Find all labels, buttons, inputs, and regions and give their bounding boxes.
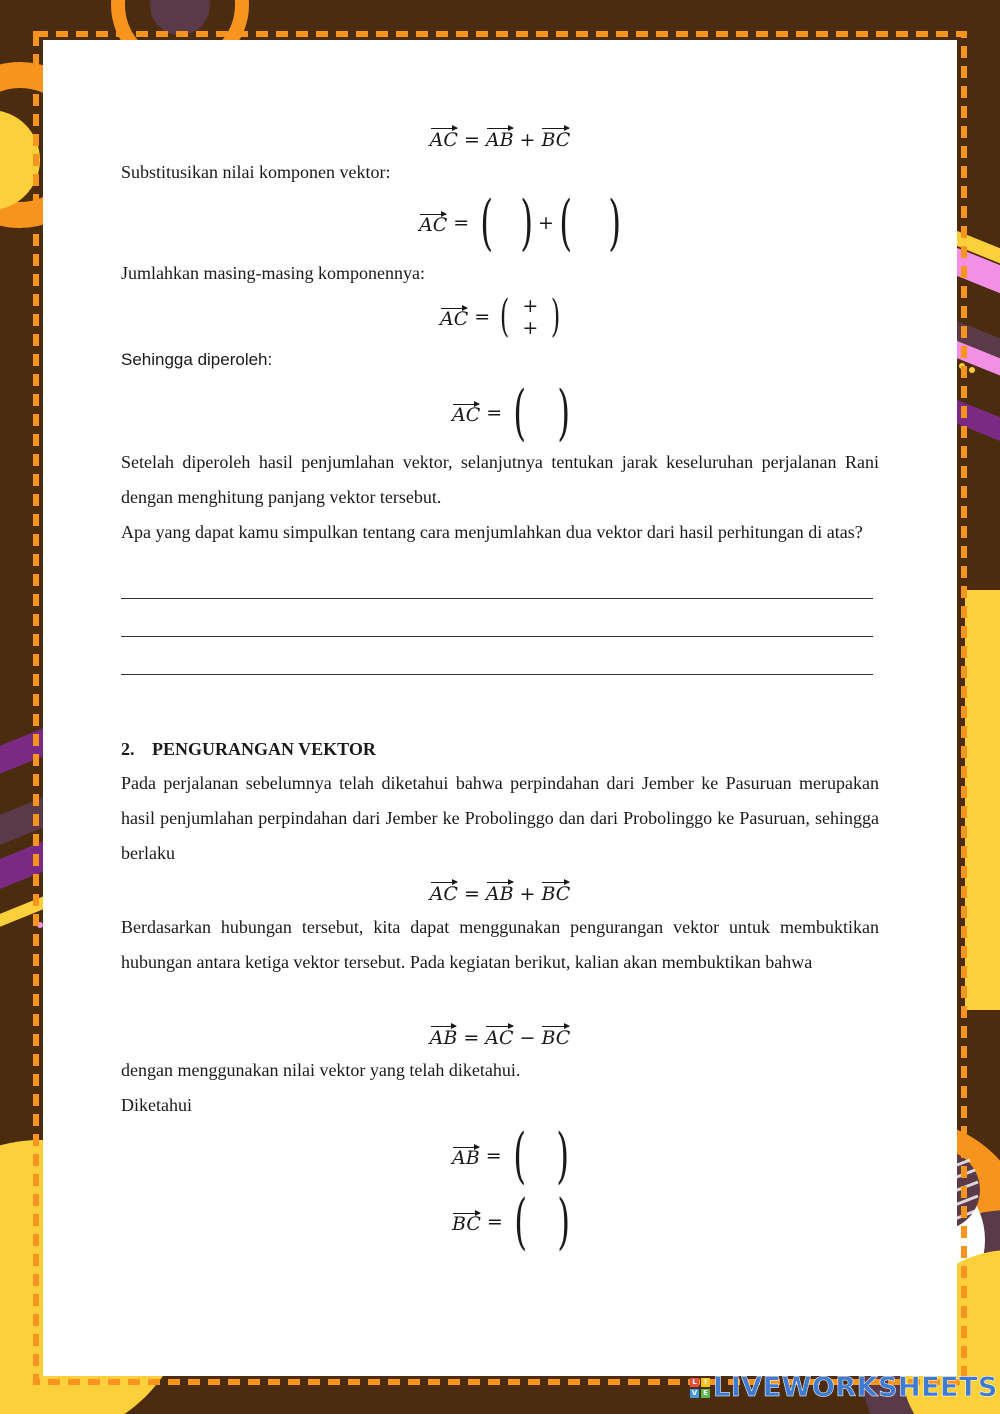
- plus-bottom: +: [522, 317, 539, 339]
- text-diketahui: Diketahui: [121, 1095, 192, 1115]
- logo-text: LIVEWORKSHEETS: [713, 1372, 998, 1403]
- equation-ac-components: AC = ( + + ): [440, 291, 561, 342]
- text-dengan: dengan menggunakan nilai vektor yang telah diketahui.: [121, 1060, 521, 1080]
- equation-ac-sum: AC = AB + BC: [300, 124, 700, 152]
- answer-line-1[interactable]: [121, 598, 873, 599]
- text-jumlahkan: Jumlahkan masing-masing komponennya:: [121, 263, 425, 283]
- logo-blocks-icon: L I V E: [690, 1378, 710, 1398]
- equation-ac-result: AC = ( ): [452, 378, 570, 448]
- paragraph-setelah: Setelah diperoleh hasil penjumlahan vektor, selanjutnya tentukan jarak keseluruhan perjalanan Rani dengan menghitung panjang vektor tersebut.: [121, 452, 879, 507]
- equation-ab-given: AB = ( ): [452, 1121, 570, 1191]
- text-substitusi: Substitusikan nilai komponen vektor:: [121, 162, 391, 182]
- equation-ac-sum-2: AC = AB + BC: [300, 878, 700, 906]
- paragraph-berdasarkan: Berdasarkan hubungan tersebut, kita dapat menggunakan pengurangan vektor untuk membuktikan hubungan antara ketiga vektor tersebut. Pada kegiatan berikut, kalian akan membuktikan bahwa: [121, 917, 879, 972]
- equation-bc-given: BC = ( ): [452, 1187, 571, 1257]
- liveworksheets-logo[interactable]: [690, 1372, 998, 1403]
- paragraph-apa: Apa yang dapat kamu simpulkan tentang cara menjumlahkan dua vektor dari hasil perhitungan di atas?: [121, 522, 863, 542]
- equation-ac-substitution: AC = ( ) + ( ): [419, 188, 622, 258]
- answer-line-2[interactable]: [121, 636, 873, 637]
- plus-top: +: [522, 295, 539, 317]
- equation-ab-difference: AB = AC − BC: [300, 1022, 700, 1050]
- section-heading: 2. PENGURANGAN VEKTOR: [121, 739, 376, 759]
- answer-line-3[interactable]: [121, 674, 873, 675]
- paragraph-pada: Pada perjalanan sebelumnya telah diketahui bahwa perpindahan dari Jember ke Pasuruan merupakan hasil penjumlahan perpindahan dari Jember ke Probolinggo dan dari Probolinggo ke Pasuruan, sehingga berlaku: [121, 773, 879, 863]
- text-sehingga: Sehingga diperoleh:: [121, 350, 273, 369]
